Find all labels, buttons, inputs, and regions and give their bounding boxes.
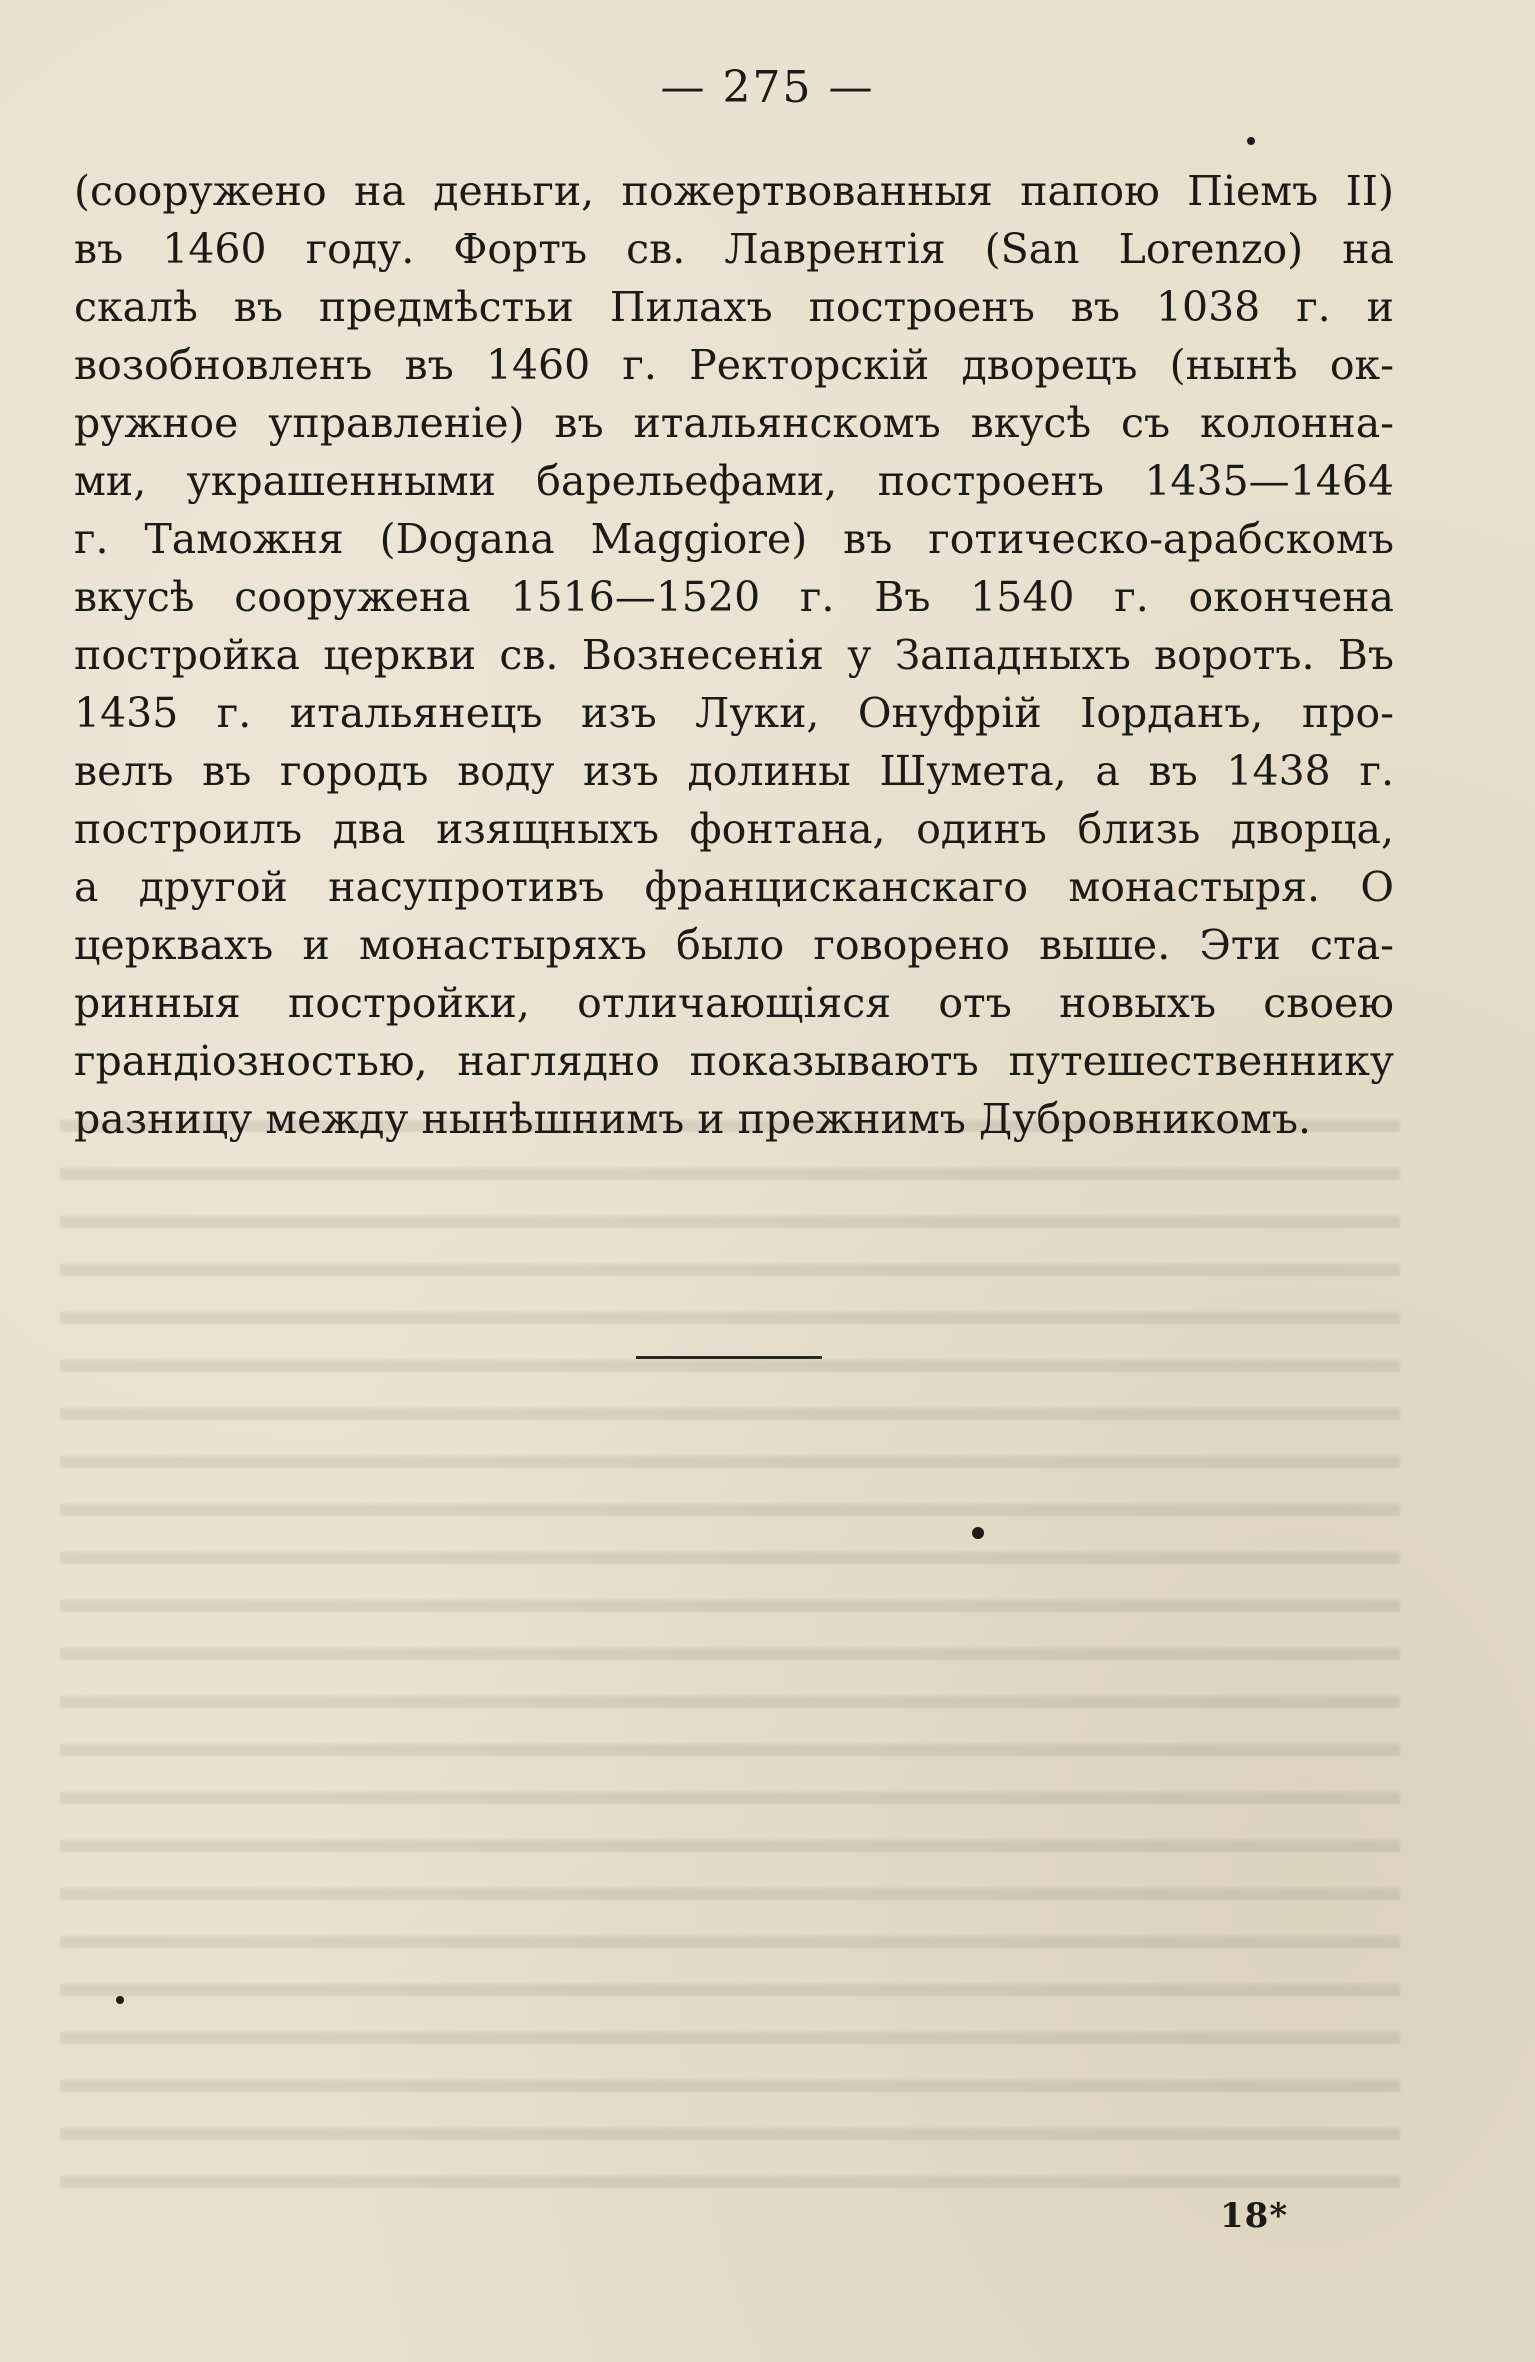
text-line: вкусѣ сооружена 1516—1520 г. Въ 1540 г. окончена <box>74 573 1394 621</box>
ink-speck <box>1247 137 1255 145</box>
section-divider <box>636 1356 822 1359</box>
text-line: въ 1460 году. Фортъ св. Лаврентія (San Lorenzo) на <box>74 225 1394 273</box>
text-line: разницу между нынѣшнимъ и прежнимъ Дубровникомъ. <box>74 1095 1311 1143</box>
text-line: ми, украшенными барельефами, построенъ 1435—1464 <box>74 457 1394 505</box>
text-line: возобновленъ въ 1460 г. Ректорскій дворецъ (нынѣ ок- <box>74 341 1394 389</box>
text-line: церквахъ и монастыряхъ было говорено выше. Эти ста- <box>74 921 1394 969</box>
body-text <box>74 162 1394 1148</box>
text-line: постройка церкви св. Вознесенія у Западныхъ воротъ. Въ <box>74 631 1394 679</box>
text-line: а другой насупротивъ францисканскаго монастыря. О <box>74 863 1394 911</box>
ink-speck <box>116 1996 124 2004</box>
text-line: велъ въ городъ воду изъ долины Шумета, а въ 1438 г. <box>74 747 1394 795</box>
text-line: (сооружено на деньги, пожертвованныя папою Піемъ II) <box>74 167 1394 215</box>
text-line: грандіозностью, наглядно показываютъ путешественнику <box>74 1037 1394 1085</box>
ink-speck <box>972 1527 984 1539</box>
text-line: ринныя постройки, отличающіяся отъ новыхъ своею <box>74 979 1394 1027</box>
text-line: скалѣ въ предмѣстьи Пилахъ построенъ въ 1038 г. и <box>74 283 1394 331</box>
bleed-through-texture <box>60 1120 1400 2200</box>
page-number: — 275 — <box>660 62 875 113</box>
text-line: ружное управленіе) въ итальянскомъ вкусѣ съ колонна- <box>74 399 1394 447</box>
text-line: г. Таможня (Dogana Maggiore) въ готическо-арабскомъ <box>74 515 1394 563</box>
text-line: 1435 г. итальянецъ изъ Луки, Онуфрій Іорданъ, про- <box>74 689 1394 737</box>
signature-mark: 18* <box>1220 2196 1289 2236</box>
text-line: построилъ два изящныхъ фонтана, одинъ близь дворца, <box>74 805 1394 853</box>
